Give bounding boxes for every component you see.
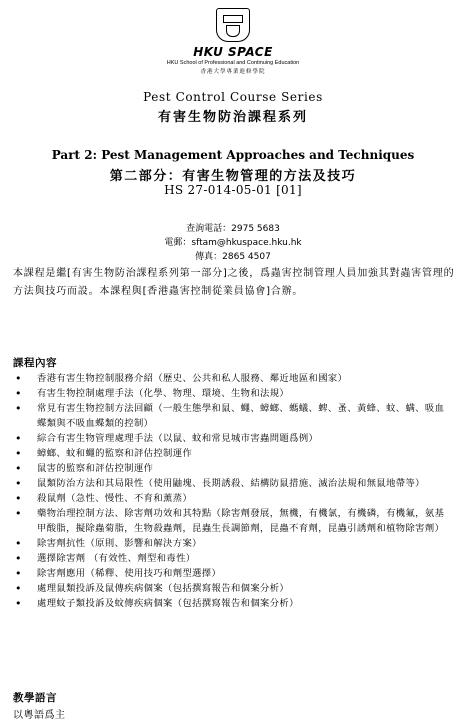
content-heading: 課程內容 <box>13 357 57 369</box>
list-item: • 處理蚊子類投訴及蚊傳疾病個案（包括撰寫報告和個案分析） <box>13 596 453 611</box>
crest-icon <box>216 8 250 42</box>
list-item: • 香港有害生物控制服務介紹（歷史、公共和私人服務、鄰近地區和國家） <box>13 371 453 386</box>
logo-subtitle: HKU School of Professional and Continuing Education <box>166 60 300 66</box>
series-title-en: Pest Control Course Series <box>143 90 323 104</box>
logo <box>0 8 466 75</box>
list-item: • 選擇除害劑 （有效性、劑型和毒性） <box>13 551 453 566</box>
list-item: • 除害劑抗性（原則、影響和解決方案） <box>13 536 453 551</box>
language-heading: 教學語言 <box>13 692 57 704</box>
intro-paragraph: 本課程是繼[有害生物防治課程系列第一部分]之後，爲蟲害控制管理人員加強其對蟲害管理的方法與技巧而設。本課程與[香港蟲害控制從業員協會]合辦。 <box>13 268 455 297</box>
list-item: • 殺鼠劑（急性、慢性、不育和薰蒸） <box>13 491 453 506</box>
contact-phone: 查詢電話：2975 5683 <box>186 224 280 234</box>
logo-brand: HKU SPACE <box>193 45 273 59</box>
list-item: • 有害生物控制處理手法（化學、物理、環境、生物和法規） <box>13 386 453 401</box>
list-item: • 除害劑應用（稀釋、使用技巧和劑型選擇） <box>13 566 453 581</box>
series-title-zh: 有害生物防治課程系列 <box>157 110 308 125</box>
list-item: • 鼠類防治方法和其局限性（使用鼬塊、長期誘殺、結構防鼠措施、滅治法規和無鼠地帶等） <box>13 476 453 491</box>
contact-fax: 傳真：2865 4507 <box>195 252 271 262</box>
list-item: • 蟑螂、蚊和蠅的監察和評估控制運作 <box>13 446 453 461</box>
list-item: • 鼠害的監察和評估控制運作 <box>13 461 453 476</box>
contact-email: 電郵：sftam@hkuspace.hku.hk <box>164 238 302 248</box>
language-text: 以粵語爲主 <box>13 710 66 721</box>
logo-chinese: 香港大學專業進修學院 <box>200 69 266 75</box>
list-item: • 藥物治理控制方法、除害劑功效和其特點（除害劑發展，無機，有機氯，有機磷，有機氟，氨基甲酸脂，擬除蟲菊脂，生物殺蟲劑，昆蟲生長調節劑，昆蟲不育劑，昆蟲引誘劑和植物除害劑） <box>13 506 453 536</box>
list-item: • 處理鼠類投訴及鼠傳疾病個案（包括撰寫報告和個案分析） <box>13 581 453 596</box>
list-item: • 綜合有害生物管理處理手法（以鼠、蚊和常見城市害蟲問題爲例） <box>13 431 453 446</box>
course-code: HS 27-014-05-01 [01] <box>164 183 302 197</box>
part-title-zh: 第二部分：有害生物管理的方法及技巧 <box>109 169 357 184</box>
part-title-en: Part 2: Pest Management Approaches and Techniques <box>51 148 415 162</box>
list-item: • 常見有害生物控制方法回顧（一般生態學和鼠、蠅、蟑螂、螞蟻、蜱、蚤、黃蜂、蚊、螨、吸血蝶類與不吸血蝶類的控制） <box>13 401 453 431</box>
content-list <box>13 371 453 611</box>
